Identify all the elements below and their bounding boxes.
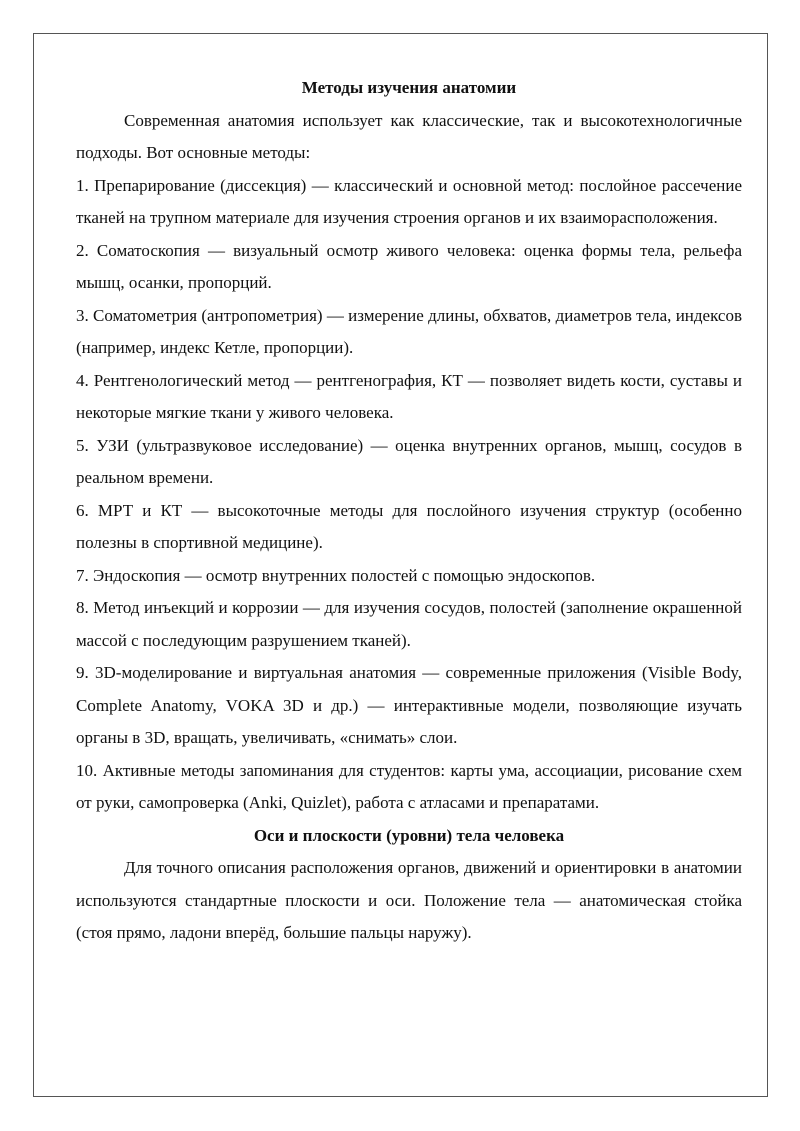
method-item-9: 9. 3D-моделирование и виртуальная анатомия — современные приложения (Visible Body, Complete Anatomy, VOKA 3D и др.) — интерактивные модели, позволяющие изучать органы в 3D, вращать, увеличивать, «снимать» слои.	[76, 663, 742, 747]
method-item-3: 3. Соматометрия (антропометрия) — измерение длины, обхватов, диаметров тела, индексов (например, индекс Кетле, пропорции).	[76, 305, 742, 357]
document-title: Методы изучения анатомии	[301, 78, 517, 97]
method-item-1: 1. Препарирование (диссекция) — классический и основной метод: послойное рассечение тканей на трупном материале для изучения строения органов и их взаиморасположения.	[76, 175, 742, 227]
section-paragraph-axes-planes: Для точного описания расположения органов, движений и ориентировки в анатомии используются стандартные плоскости и оси. Положение тела — анатомическая стойка (стоя прямо, ладони вперёд, большие пальцы наружу).	[76, 858, 742, 942]
method-item-10: 10. Активные методы запоминания для студентов: карты ума, ассоциации, рисование схем от руки, самопроверка (Anki, Quizlet), работа с атласами и препаратами.	[76, 760, 742, 812]
document-body	[76, 72, 742, 950]
method-item-7: 7. Эндоскопия — осмотр внутренних полостей с помощью эндоскопов.	[76, 565, 596, 585]
method-item-8: 8. Метод инъекций и коррозии — для изучения сосудов, полостей (заполнение окрашенной массой с последующим разрушением тканей).	[76, 598, 742, 650]
method-item-5: 5. УЗИ (ультразвуковое исследование) — оценка внутренних органов, мышц, сосудов в реальном времени.	[76, 435, 742, 487]
method-item-2: 2. Соматоскопия — визуальный осмотр живого человека: оценка формы тела, рельефа мышц, осанки, пропорций.	[76, 240, 742, 292]
section-heading-axes-planes: Оси и плоскости (уровни) тела человека	[253, 825, 565, 845]
method-item-4: 4. Рентгенологический метод — рентгенография, КТ — позволяет видеть кости, суставы и некоторые мягкие ткани у живого человека.	[76, 370, 742, 422]
method-item-6: 6. МРТ и КТ — высокоточные методы для послойного изучения структур (особенно полезны в спортивной медицине).	[76, 500, 742, 552]
intro-paragraph: Современная анатомия использует как классические, так и высокотехнологичные подходы. Вот основные методы:	[76, 110, 742, 162]
